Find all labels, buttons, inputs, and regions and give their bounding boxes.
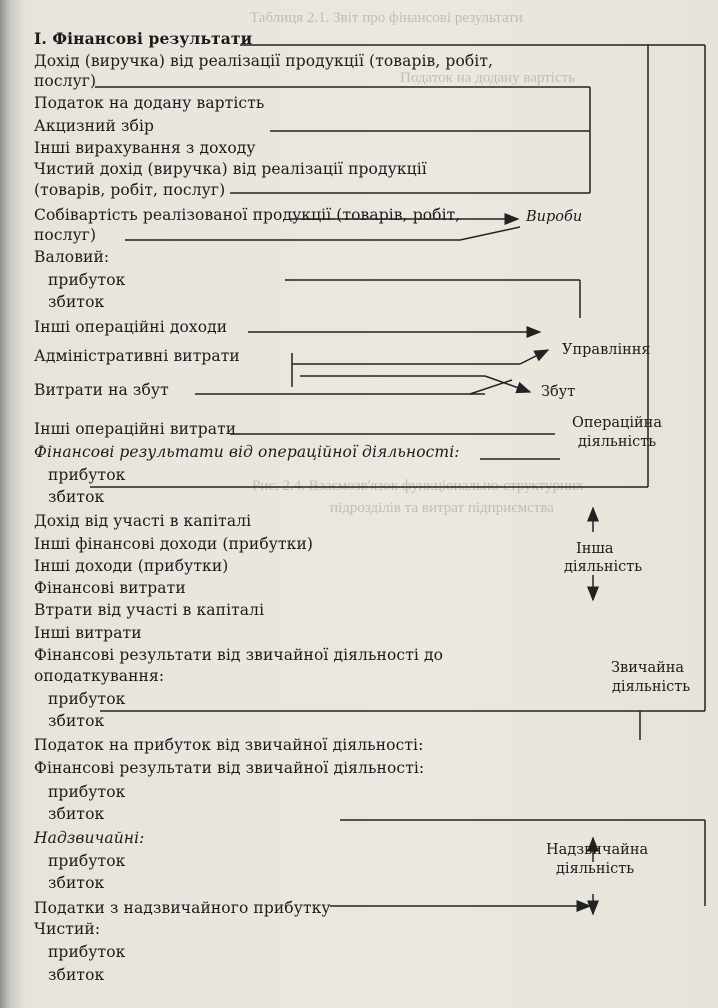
statement-line: Податки з надзвичайного прибутку [34, 899, 331, 917]
label-extraordinary-activity-1: Надзвичайна [546, 842, 649, 858]
ghost-line: Податок на додану вартість [400, 70, 576, 86]
statement-line: збиток [48, 966, 105, 984]
statement-line: Втрати від участі в капіталі [34, 601, 265, 619]
statement-line: Фінансові результати від звичайної діяльності: [34, 759, 425, 777]
statement-line: Інші витрати [34, 624, 142, 642]
statement-line: Собівартість реалізованої продукції (товарів, робіт, [34, 206, 461, 224]
label-other-activity-2: діяльність [564, 559, 643, 575]
statement-line: Чистий дохід (виручка) від реалізації продукції [34, 160, 427, 178]
statement-line: Інші вирахування з доходу [34, 139, 256, 157]
ghost-line: Рис. 2.4. Взаємозв'язок функціонально-структурних [252, 478, 584, 494]
label-management: Управління [562, 342, 651, 358]
statement-line: прибуток [48, 783, 126, 801]
label-products: Вироби [526, 209, 583, 225]
statement-line: Надзвичайні: [34, 829, 145, 847]
statement-line: прибуток [48, 852, 126, 870]
statement-line: Адміністративні витрати [34, 347, 240, 365]
statement-line: Інші операційні доходи [34, 318, 228, 336]
label-regular-activity-2: діяльність [612, 679, 691, 695]
statement-line: Фінансові витрати [34, 579, 186, 597]
label-operating-activity-2: діяльність [578, 434, 657, 450]
statement-line: Дохід (виручка) від реалізації продукції (товарів, робіт, [34, 52, 494, 70]
statement-line: збиток [48, 805, 105, 823]
statement-line: прибуток [48, 690, 126, 708]
statement-line: прибуток [48, 943, 126, 961]
statement-line: збиток [48, 874, 105, 892]
statement-line: прибуток [48, 466, 126, 484]
statement-line: Фінансові результати від звичайної діяльності до [34, 646, 444, 664]
statement-line: збиток [48, 293, 105, 311]
label-sales: Збут [541, 384, 576, 400]
statement-line: Інші операційні витрати [34, 420, 237, 438]
statement-line: Податок на прибуток від звичайної діяльності: [34, 736, 424, 754]
label-operating-activity-1: Операційна [572, 415, 662, 431]
label-extraordinary-activity-2: діяльність [556, 861, 635, 877]
statement-line: Витрати на збут [34, 381, 169, 399]
statement-line: Інші фінансові доходи (прибутки) [34, 535, 314, 553]
statement-line: прибуток [48, 271, 126, 289]
label-other-activity-1: Інша [576, 541, 614, 557]
statement-line: збиток [48, 712, 105, 730]
statement-line: Податок на додану вартість [34, 94, 265, 112]
ghost-line: Таблиця 2.1. Звіт про фінансові результати [250, 10, 523, 26]
statement-line: оподаткування: [34, 667, 165, 685]
statement-line: Фінансові результати від операційної діяльності: [34, 443, 460, 461]
statement-line: І. Фінансові результати [34, 29, 253, 48]
statement-line: послуг) [34, 72, 97, 90]
statement-line: Інші доходи (прибутки) [34, 557, 229, 575]
statement-line: Дохід від участі в капіталі [34, 512, 252, 530]
label-regular-activity-1: Звичайна [611, 660, 685, 676]
ghost-line: підрозділів та витрат підприємства [330, 500, 554, 516]
statement-line: (товарів, робіт, послуг) [34, 181, 226, 199]
statement-line: Акцизний збір [34, 117, 155, 135]
statement-line: Чистий: [34, 920, 101, 938]
statement-line: Валовий: [34, 248, 110, 266]
statement-line: збиток [48, 488, 105, 506]
statement-line: послуг) [34, 226, 97, 244]
